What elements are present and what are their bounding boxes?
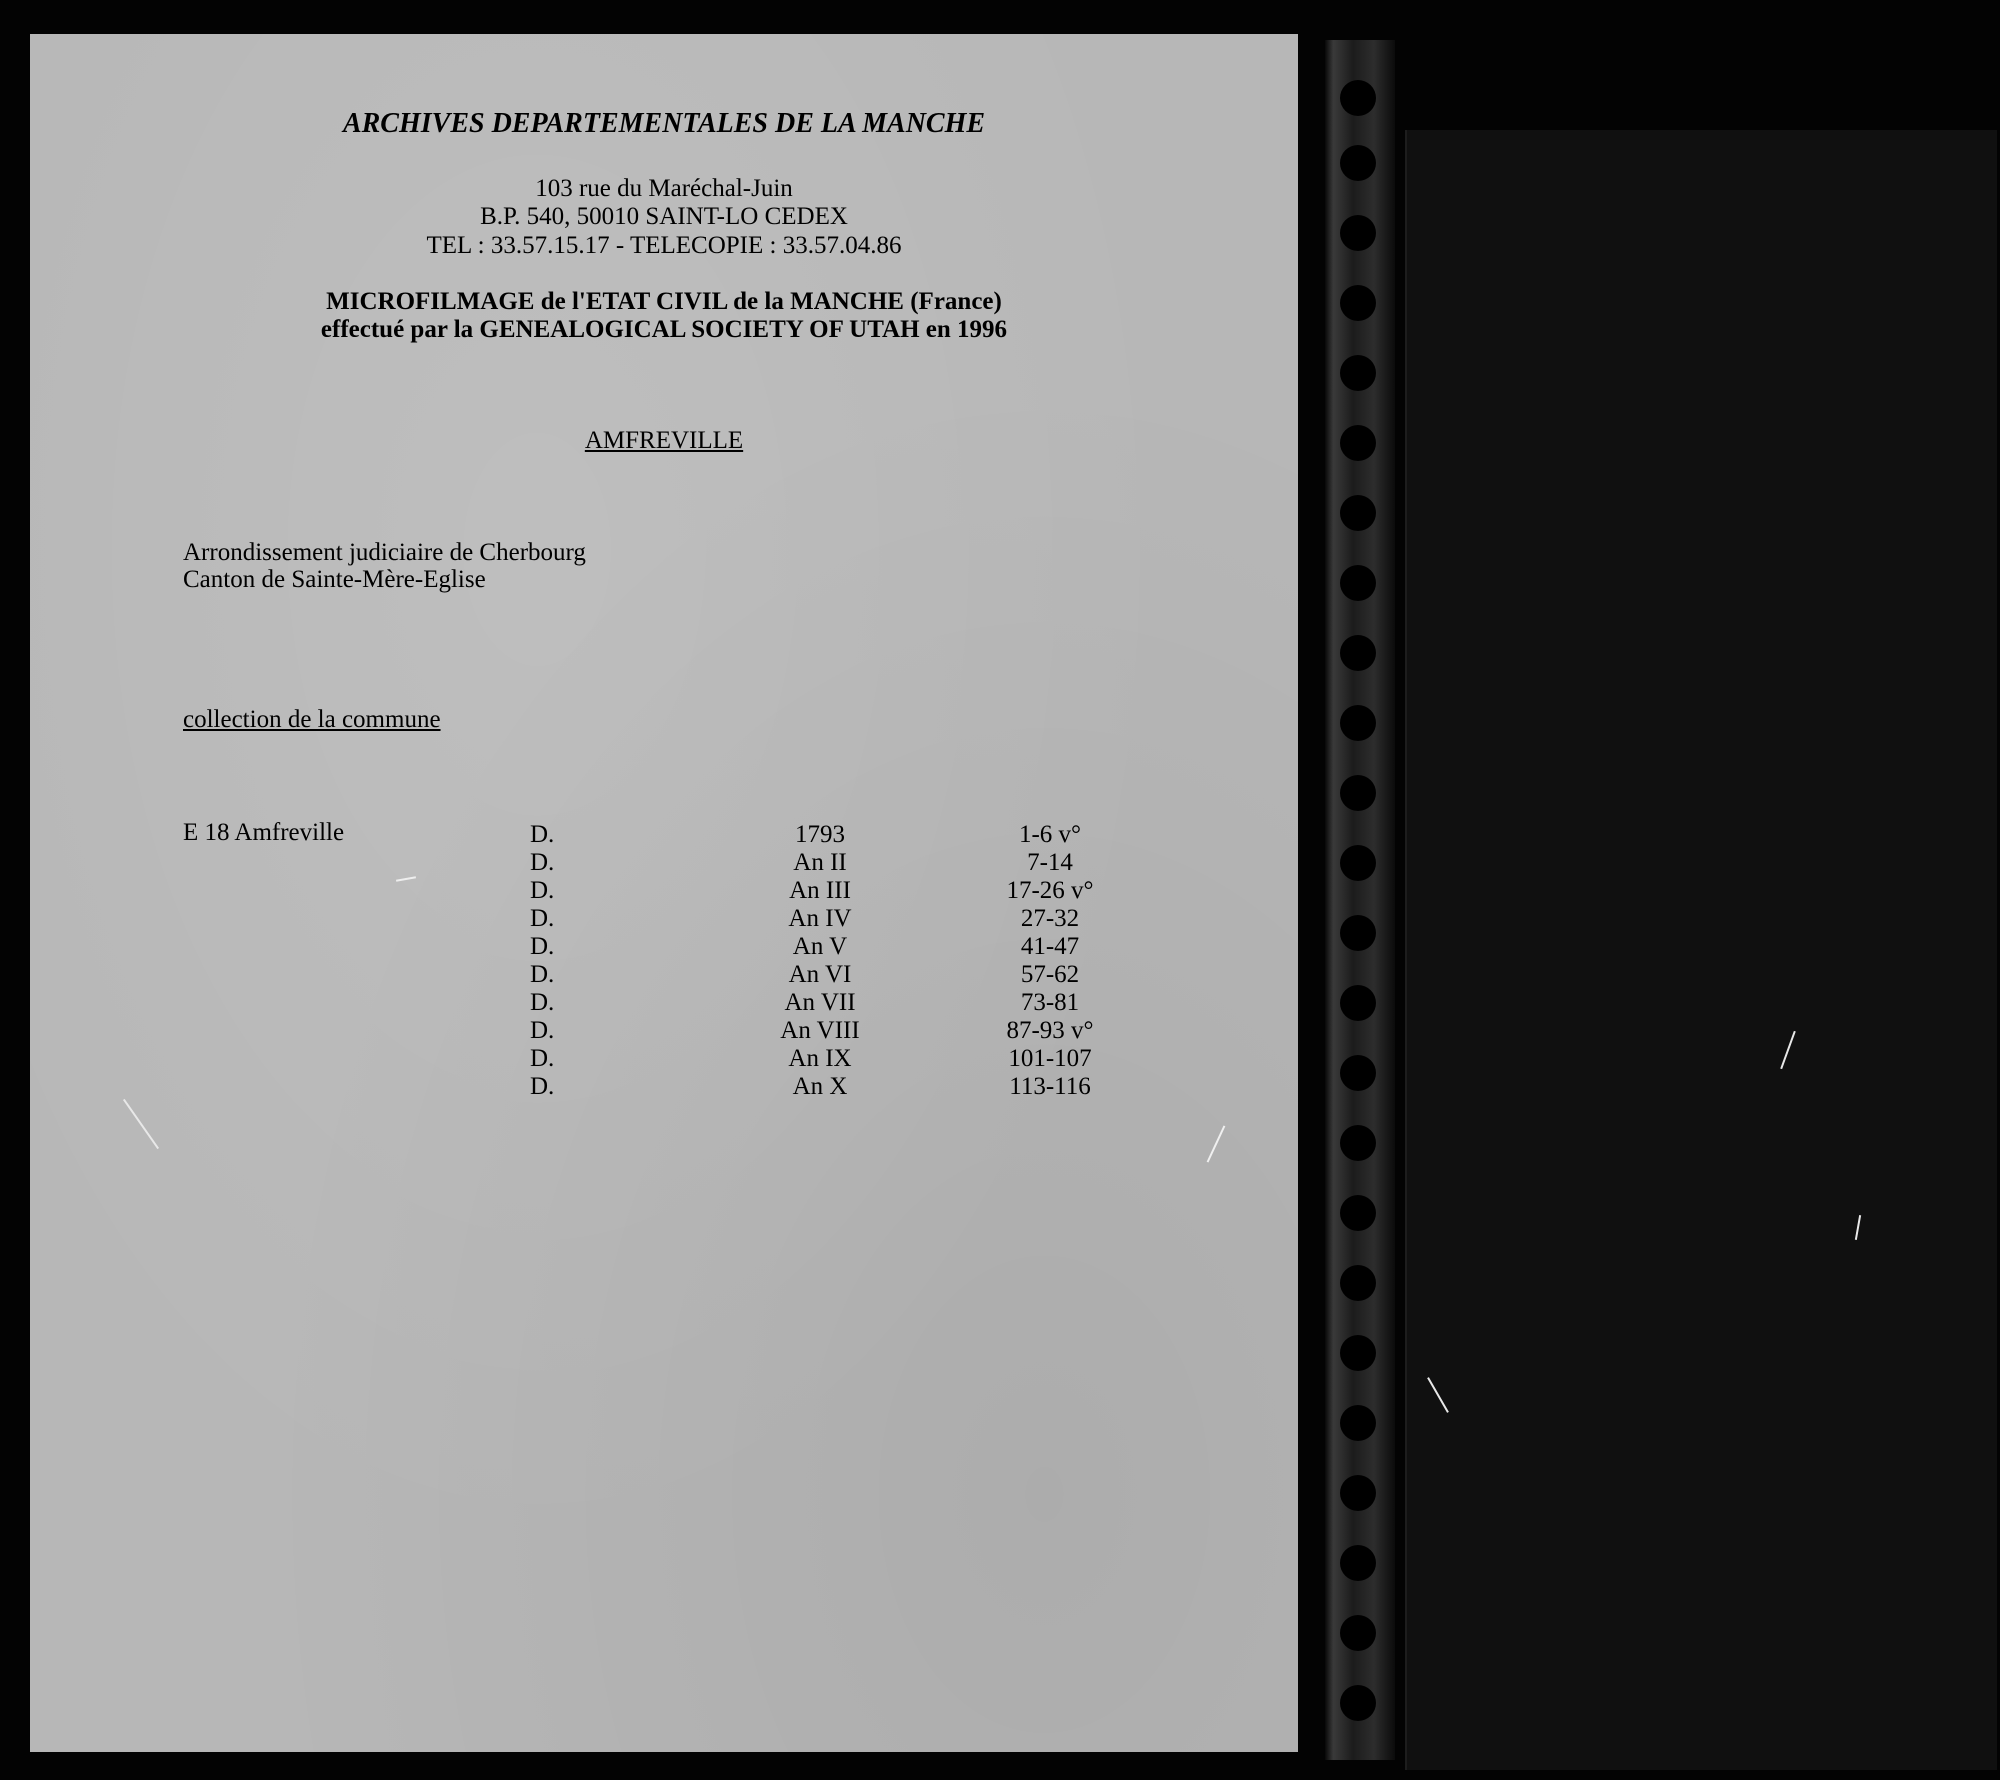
binder-hole xyxy=(1340,355,1376,391)
row-type: D. xyxy=(530,1017,555,1044)
film-scratch xyxy=(1427,1377,1449,1413)
row-type: D. xyxy=(530,849,555,876)
film-scratch xyxy=(123,1099,159,1149)
binder-hole xyxy=(1340,425,1376,461)
binder-hole xyxy=(1340,285,1376,321)
row-pages: 27-32 xyxy=(1020,905,1080,932)
binder-hole xyxy=(1340,845,1376,881)
binder-hole xyxy=(1340,80,1376,116)
row-type: D. xyxy=(530,933,555,960)
binder-hole xyxy=(1340,705,1376,741)
row-year: An II xyxy=(793,849,847,876)
row-pages: 87-93 v° xyxy=(1006,1017,1094,1044)
document-page xyxy=(30,34,1298,1752)
row-year: An VIII xyxy=(780,1017,860,1044)
adjacent-cover xyxy=(1405,130,1997,1770)
row-pages: 73-81 xyxy=(1020,989,1080,1016)
row-year: An IX xyxy=(788,1045,852,1072)
binder-hole xyxy=(1340,1405,1376,1441)
binder-hole xyxy=(1340,145,1376,181)
row-type: D. xyxy=(530,1045,555,1072)
row-year: An VI xyxy=(788,961,852,988)
row-pages: 113-116 xyxy=(1009,1073,1091,1100)
row-pages: 7-14 xyxy=(1027,849,1073,876)
row-pages: 1-6 v° xyxy=(1018,821,1082,848)
binder-hole xyxy=(1340,1195,1376,1231)
microfilm-title: MICROFILMAGE de l'ETAT CIVIL de la MANCHE (France) xyxy=(326,288,1002,315)
binder-hole xyxy=(1340,1685,1376,1721)
row-year: An III xyxy=(789,877,851,904)
film-scratch xyxy=(1207,1125,1226,1162)
film-scratch xyxy=(1855,1215,1861,1240)
binder-hole xyxy=(1340,215,1376,251)
binder-hole xyxy=(1340,1545,1376,1581)
row-type: D. xyxy=(530,821,555,848)
row-year: An V xyxy=(792,933,848,960)
binder-hole xyxy=(1340,915,1376,951)
contact-phone: TEL : 33.57.15.17 - TELECOPIE : 33.57.04.86 xyxy=(426,232,902,259)
binder-strip xyxy=(1325,40,1395,1760)
row-pages: 17-26 v° xyxy=(1006,877,1094,904)
row-year: An IV xyxy=(788,905,852,932)
microfilm-credit: effectué par la GENEALOGICAL SOCIETY OF UTAH en 1996 xyxy=(320,316,1008,343)
row-pages: 101-107 xyxy=(1008,1045,1092,1072)
row-year: An VII xyxy=(784,989,856,1016)
collection-heading: collection de la commune xyxy=(183,706,441,733)
row-type: D. xyxy=(530,905,555,932)
binder-hole xyxy=(1340,1055,1376,1091)
row-pages: 57-62 xyxy=(1020,961,1080,988)
row-pages: 41-47 xyxy=(1020,933,1080,960)
row-type: D. xyxy=(530,877,555,904)
binder-hole xyxy=(1340,1335,1376,1371)
row-year: 1793 xyxy=(795,821,845,848)
binder-hole xyxy=(1340,495,1376,531)
binder-hole xyxy=(1340,565,1376,601)
binder-hole xyxy=(1340,775,1376,811)
binder-hole xyxy=(1340,1475,1376,1511)
address-postal: B.P. 540, 50010 SAINT-LO CEDEX xyxy=(480,203,848,230)
arrondissement-text: Arrondissement judiciaire de Cherbourg xyxy=(183,539,586,566)
binder-hole xyxy=(1340,635,1376,671)
binder-hole xyxy=(1340,1265,1376,1301)
institution-title: ARCHIVES DEPARTEMENTALES DE LA MANCHE xyxy=(342,108,986,139)
address-street: 103 rue du Maréchal-Juin xyxy=(535,175,793,202)
film-scratch xyxy=(1780,1031,1796,1069)
binder-hole xyxy=(1340,1125,1376,1161)
binder-hole xyxy=(1340,1615,1376,1651)
row-type: D. xyxy=(530,989,555,1016)
row-year: An X xyxy=(792,1073,848,1100)
canton-text: Canton de Sainte-Mère-Eglise xyxy=(183,566,486,593)
row-type: D. xyxy=(530,961,555,988)
commune-name: AMFREVILLE xyxy=(584,427,744,454)
row-type: D. xyxy=(530,1073,555,1100)
register-label: E 18 Amfreville xyxy=(183,819,345,846)
binder-hole xyxy=(1340,985,1376,1021)
film-scratch xyxy=(396,876,416,881)
